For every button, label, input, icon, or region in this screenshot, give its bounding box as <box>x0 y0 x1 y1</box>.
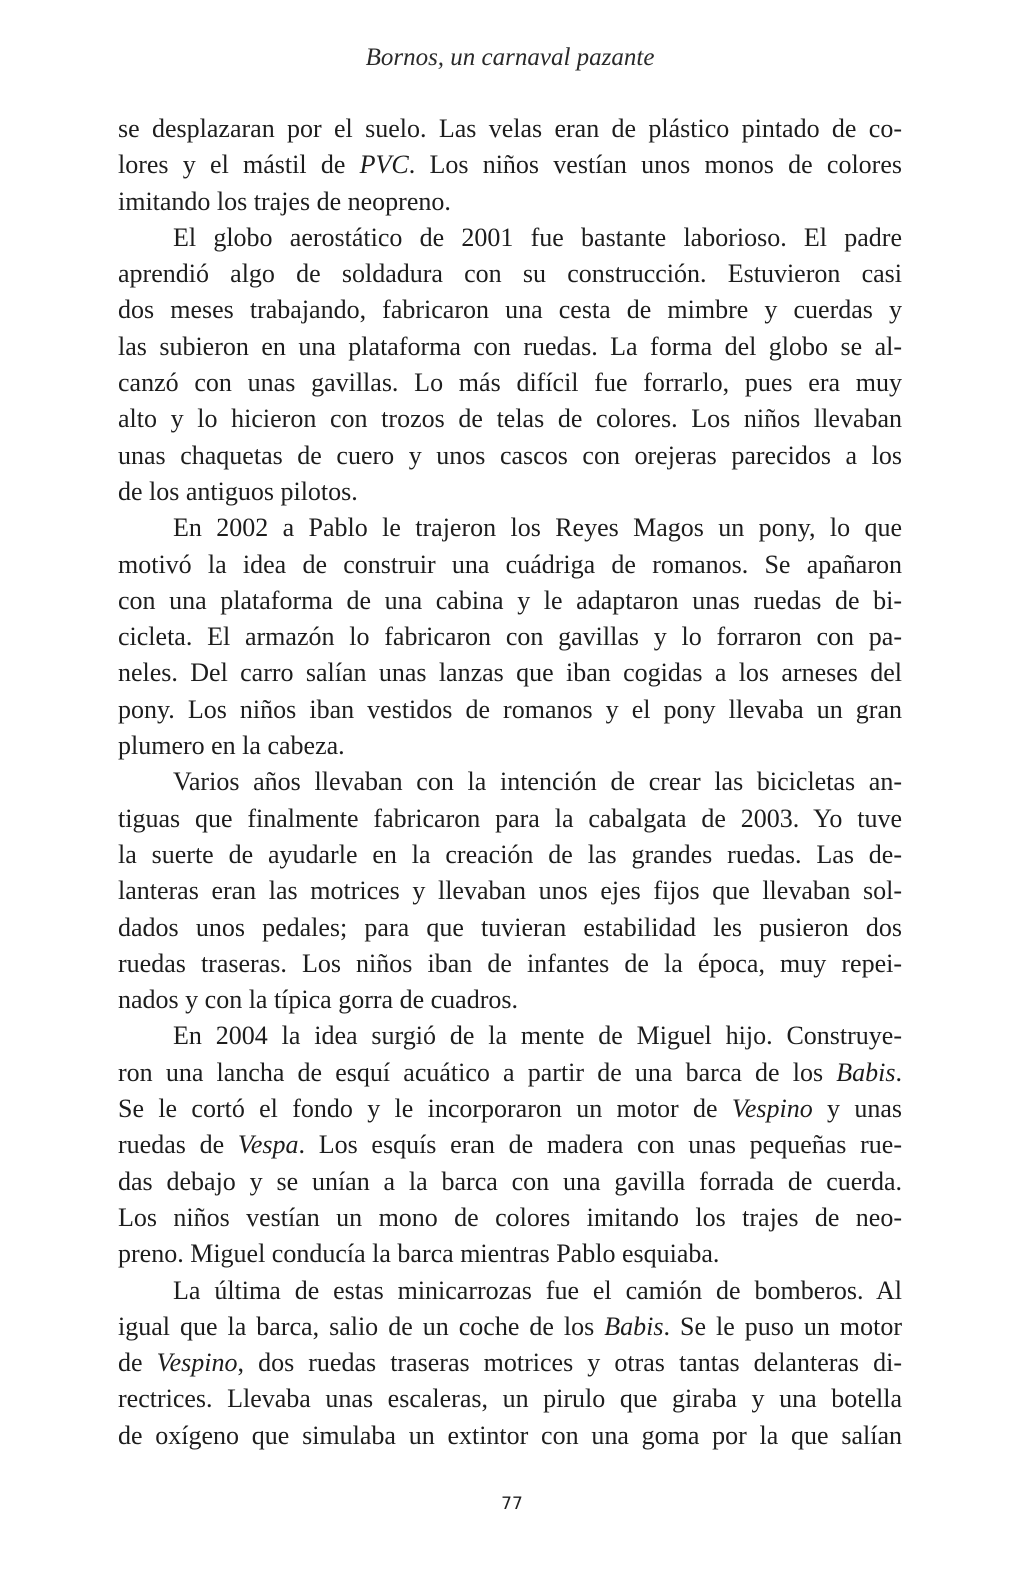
text-line <box>118 837 902 873</box>
paragraph <box>118 111 902 220</box>
text-line <box>118 764 902 800</box>
text-run: rectrices. Llevaba unas escaleras, un pirulo que giraba y una botella <box>118 1384 902 1414</box>
italic-text: PVC <box>359 150 409 180</box>
text-line <box>118 946 902 982</box>
text-run: alto y lo hicieron con trozos de telas de colores. Los niños llevaban <box>118 404 902 434</box>
text-line <box>118 292 902 328</box>
text-line <box>118 438 902 474</box>
italic-text: Babis <box>836 1057 896 1087</box>
text-line <box>118 1018 902 1054</box>
text-run: unas chaquetas de cuero y unos cascos con orejeras parecidos a los <box>118 440 902 470</box>
text-line <box>118 111 902 147</box>
text-run: de <box>118 1348 157 1378</box>
paragraph <box>118 764 902 1018</box>
text-line <box>118 1055 902 1091</box>
text-line <box>118 1381 902 1417</box>
text-line <box>118 1164 902 1200</box>
paragraph <box>118 510 902 764</box>
text-run: ron una lancha de esquí acuático a partir de una barca de los <box>118 1057 837 1087</box>
text-line <box>118 147 902 183</box>
text-run: Varios años llevaban con la intención de crear las bicicletas an- <box>173 767 902 797</box>
text-line <box>118 1127 902 1163</box>
text-line <box>118 873 902 909</box>
text-run: tiguas que finalmente fabricaron para la cabalgata de 2003. Yo tuve <box>118 803 902 833</box>
body-text <box>118 111 902 1454</box>
paragraph <box>118 220 902 510</box>
text-line <box>118 184 902 220</box>
text-line <box>118 801 902 837</box>
text-line <box>118 619 902 655</box>
text-line <box>118 1236 902 1272</box>
text-run: La última de estas minicarrozas fue el camión de bomberos. Al <box>173 1275 902 1305</box>
text-run: . Los niños vestían unos monos de colores <box>408 150 902 180</box>
text-line <box>118 510 902 546</box>
text-run: motivó la idea de construir una cuádriga de romanos. Se apañaron <box>118 549 902 579</box>
text-run: de oxígeno que simulaba un extintor con una goma por la que salían <box>118 1420 902 1450</box>
text-run: neles. Del carro salían unas lanzas que iban cogidas a los arneses del <box>118 658 902 688</box>
text-run: de los antiguos pilotos. <box>118 476 358 506</box>
text-line <box>118 547 902 583</box>
text-line <box>118 474 902 510</box>
text-run: En 2002 a Pablo le trajeron los Reyes Magos un pony, lo que <box>173 513 902 543</box>
text-run: imitando los trajes de neopreno. <box>118 186 451 216</box>
text-line <box>118 583 902 619</box>
text-run: igual que la barca, salio de un coche de los <box>118 1311 605 1341</box>
text-line <box>118 256 902 292</box>
text-line <box>118 1418 902 1454</box>
text-line <box>118 655 902 691</box>
text-line <box>118 1345 902 1381</box>
text-run: con una plataforma de una cabina y le adaptaron unas ruedas de bi- <box>118 585 902 615</box>
text-run: cicleta. El armazón lo fabricaron con gavillas y lo forraron con pa- <box>118 622 902 652</box>
text-line <box>118 692 902 728</box>
text-run: . Se le puso un motor <box>663 1311 902 1341</box>
text-line <box>118 220 902 256</box>
text-line <box>118 329 902 365</box>
text-line <box>118 1309 902 1345</box>
text-run: Los niños vestían un mono de colores imitando los trajes de neo- <box>118 1202 902 1232</box>
text-run: dados unos pedales; para que tuvieran estabilidad les pusieron dos <box>118 912 902 942</box>
text-run: nados y con la típica gorra de cuadros. <box>118 985 518 1015</box>
text-run: plumero en la cabeza. <box>118 731 345 761</box>
text-run: En 2004 la idea surgió de la mente de Miguel hijo. Construye- <box>173 1021 902 1051</box>
italic-text: Babis <box>604 1311 664 1341</box>
italic-text: Vespa <box>237 1130 299 1160</box>
text-line <box>118 1200 902 1236</box>
text-run: . <box>895 1057 902 1087</box>
text-run: ruedas traseras. Los niños iban de infantes de la época, muy repei- <box>118 948 902 978</box>
italic-text: Vespino <box>156 1348 238 1378</box>
text-run: aprendió algo de soldadura con su construcción. Estuvieron casi <box>118 259 902 289</box>
text-line <box>118 365 902 401</box>
text-run: ruedas de <box>118 1130 238 1160</box>
text-run: Se le cortó el fondo y le incorporaron un motor de <box>118 1094 732 1124</box>
text-line <box>118 728 902 764</box>
text-run: das debajo y se unían a la barca con una gavilla forrada de cuerda. <box>118 1166 902 1196</box>
text-run: y unas <box>812 1094 902 1124</box>
text-run: lores y el mástil de <box>118 150 360 180</box>
text-line <box>118 982 902 1018</box>
text-run: El globo aerostático de 2001 fue bastante laborioso. El padre <box>173 222 902 252</box>
text-run: las subieron en una plataforma con ruedas. La forma del globo se al- <box>118 331 902 361</box>
text-run: preno. Miguel conducía la barca mientras Pablo esquiaba. <box>118 1239 720 1269</box>
running-head: Bornos, un carnaval pazante <box>365 44 655 71</box>
text-line <box>118 1091 902 1127</box>
paragraph <box>118 1018 902 1272</box>
page-number: 77 <box>501 1494 523 1514</box>
text-run: . Los esquís eran de madera con unas pequeñas rue- <box>298 1130 902 1160</box>
text-run: dos meses trabajando, fabricaron una cesta de mimbre y cuerdas y <box>118 295 902 325</box>
text-line <box>118 1273 902 1309</box>
text-run: se desplazaran por el suelo. Las velas eran de plástico pintado de co- <box>118 114 902 143</box>
text-run: , dos ruedas traseras motrices y otras tantas delanteras di- <box>237 1348 902 1378</box>
text-run: pony. Los niños iban vestidos de romanos y el pony llevaba un gran <box>118 694 902 724</box>
text-run: la suerte de ayudarle en la creación de las grandes ruedas. Las de- <box>118 839 902 869</box>
italic-text: Vespino <box>731 1094 813 1124</box>
text-run: canzó con unas gavillas. Lo más difícil fue forrarlo, pues era muy <box>118 368 902 398</box>
paragraph <box>118 1273 902 1454</box>
text-line <box>118 401 902 437</box>
text-run: lanteras eran las motrices y llevaban unos ejes fijos que llevaban sol- <box>118 876 902 906</box>
text-line <box>118 910 902 946</box>
